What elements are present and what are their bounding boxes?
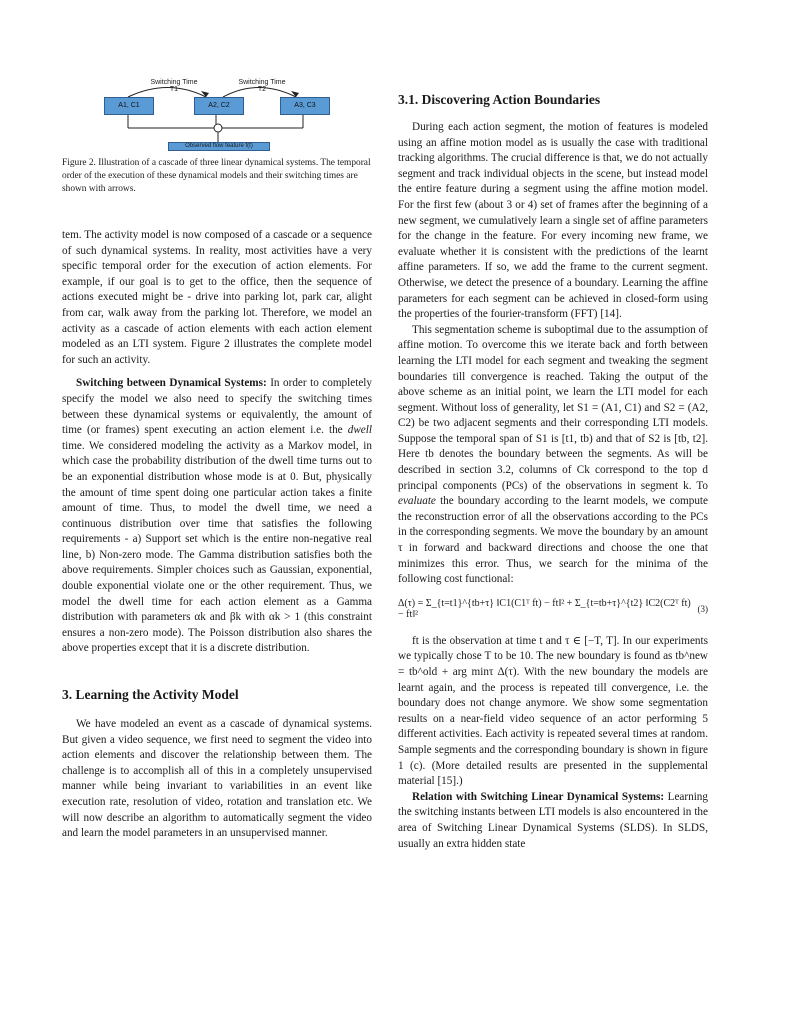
run-in-heading: Switching between Dynamical Systems: [76, 377, 267, 390]
system-box-1: A1, C1 [104, 97, 154, 115]
right-paragraph-2: This segmentation scheme is suboptimal due to the assumption of affine motion. To overcome this we iterate back and forth between learning the LTI model for each segment and tweaking the segment boundaries till convergence is reached. Taking the output of the above scheme as an initial point, we learn the LTI model for each segment. Without loss of generality, let S1 = (A1, C1) and S2 = (A2, C2) be two adjacent segments and their corresponding LTI models. Suppose the temporal span of S1 is [t1, tb) and that of S2 is [tb, t2]. Here tb denotes the boundary between the segments. As will be described in section 3.2, columns of Ck correspond to the top d principal components (PCs) of the observations in segment k. To evaluate the boundary according to the learnt models, we compute the reconstruction error of all the observations according to the PCs in the corresponding segments. We move the boundary by an amount τ in forward and backward directions and choose the one that minimizes this error. Thus, we search for the minima of the following cost functional: [398, 323, 708, 586]
section-3-title: 3. Learning the Activity Model [62, 687, 239, 703]
equation-3 [398, 598, 708, 620]
left-paragraph-1: tem. The activity model is now composed of a cascade or a sequence of such dynamical systems. In reality, most activities have a very specific temporal order for the execution of action elements. For example, if our goal is to get to the office, then the sequence of actions executed might be - drive into parking lot, park car, alight from car, walk away from the parking lot. Therefore, we model an activity as a cascade of action elements with each action element modeled as an LTI system. Figure 2 illustrates the complete model for such an activity. [62, 229, 372, 366]
section-3-1-title: 3.1. Discovering Action Boundaries [398, 92, 601, 107]
equation-number: (3) [697, 603, 708, 614]
right-paragraph-3: ft is the observation at time t and τ ∈ [−T, T]. In our experiments we typically chose T to be 10. The new boundary is found as tb^new = tb^old + arg minτ Δ(τ). With the new boundary the models are learnt again, and the process is repeated till convergence, i.e. the boundary does not change anymore. We show some segmentation results on a near-field video sequence of an actor performing 5 different activities. Each activity is repeated several times at random. Sample segments and the corresponding boundary is shown in figure 1 (c). (More detailed results are presented in the supplemental material [15].) [398, 634, 708, 788]
right-column [398, 92, 708, 852]
right-paragraph-1: During each action segment, the motion of features is modeled using an affine motion model as is usually the case with traditional tracking algorithms. The crucial difference is that, we do not actually segment and track individual objects in the scene, but instead model the entire feature during a segment using the affine motion model. For the first few (about 3 or 4) set of frames after the beginning of a new segment, we cumulatively learn a single set of affine parameters for the change in the feature. For every incoming new frame, we evaluate whether it is consistent with the predictions of the learnt affine parameters. If so, we add the frame to the current segment. Otherwise, we detect the presence of a boundary. Learning the affine parameters for each segment can be achieved in closed-form using the properties of the fourier-transform (FFT) [14]. [398, 121, 708, 321]
right-paragraph-4: Relation with Switching Linear Dynamical Systems: Learning the switching instants between LTI models is also encountered in the area of Switching Linear Dynamical Systems (SLDS). In SLDS, usually an extra hidden state [398, 790, 708, 850]
left-column [62, 228, 372, 842]
left-paragraph-3: We have modeled an event as a cascade of dynamical systems. But given a video sequence, we first need to segment the video into action elements and discover the relationship between them. The challenge is to accomplish all of this in a completely unsupervised manner while being invariant to variabilities in an event like execution rate, resolution of video, rotation and translation etc. We will now describe an algorithm to automatically segment the video and learn the model parameters in an unsupervised manner. [62, 718, 372, 840]
switch-label-1: Switching Time T1 [150, 79, 198, 93]
equation-body: Δ(τ) = Σ_{t=t1}^{tb+τ} ‖C1(C1ᵀ ft) − ft‖² + Σ_{t=tb+τ}^{t2} ‖C2(C2ᵀ ft) − ft‖² [398, 597, 691, 620]
left-paragraph-2: Switching between Dynamical Systems: In order to completely specify the model we also need to specify the switching times between these dynamical systems or equivalently, the amount of time (or frames) spent executing an action element i.e. the dwell time. We considered modeling the activity as a Markov model, in which case the probability distribution of the dwell time turns out to be an exponential distribution whose mode is at 0. But, physically the amount of time spent doing one particular action takes a finite amount of time. Thus, to model the dwell time, we need a continuous distribution over time that satisfies the following requirements - a) Support set which is the entire non-negative real line, b) Non-zero mode. The Gamma distribution satisfies both the above requirements. Simpler choices such as Gaussian, exponential, double exponential violate one or the other requirement. Thus, we model the dwell time for each action element as a Gamma distribution with parameters αk and βk with αk > 1 (this constraint ensures a non-zero mode). The Poisson distribution also shares the above properties except that it is a discrete distribution. [62, 377, 372, 655]
observed-feature-box: Observed flow feature f(t) [168, 142, 270, 151]
figure-arrows [98, 80, 338, 150]
system-box-2: A2, C2 [194, 97, 244, 115]
system-box-3: A3, C3 [280, 97, 330, 115]
figure-caption: Figure 2. Illustration of a cascade of three linear dynamical systems. The temporal order of the execution of these dynamical models and their switching times are shown with arrows. [62, 158, 371, 194]
switch-label-2: Switching Time T2 [238, 79, 286, 93]
